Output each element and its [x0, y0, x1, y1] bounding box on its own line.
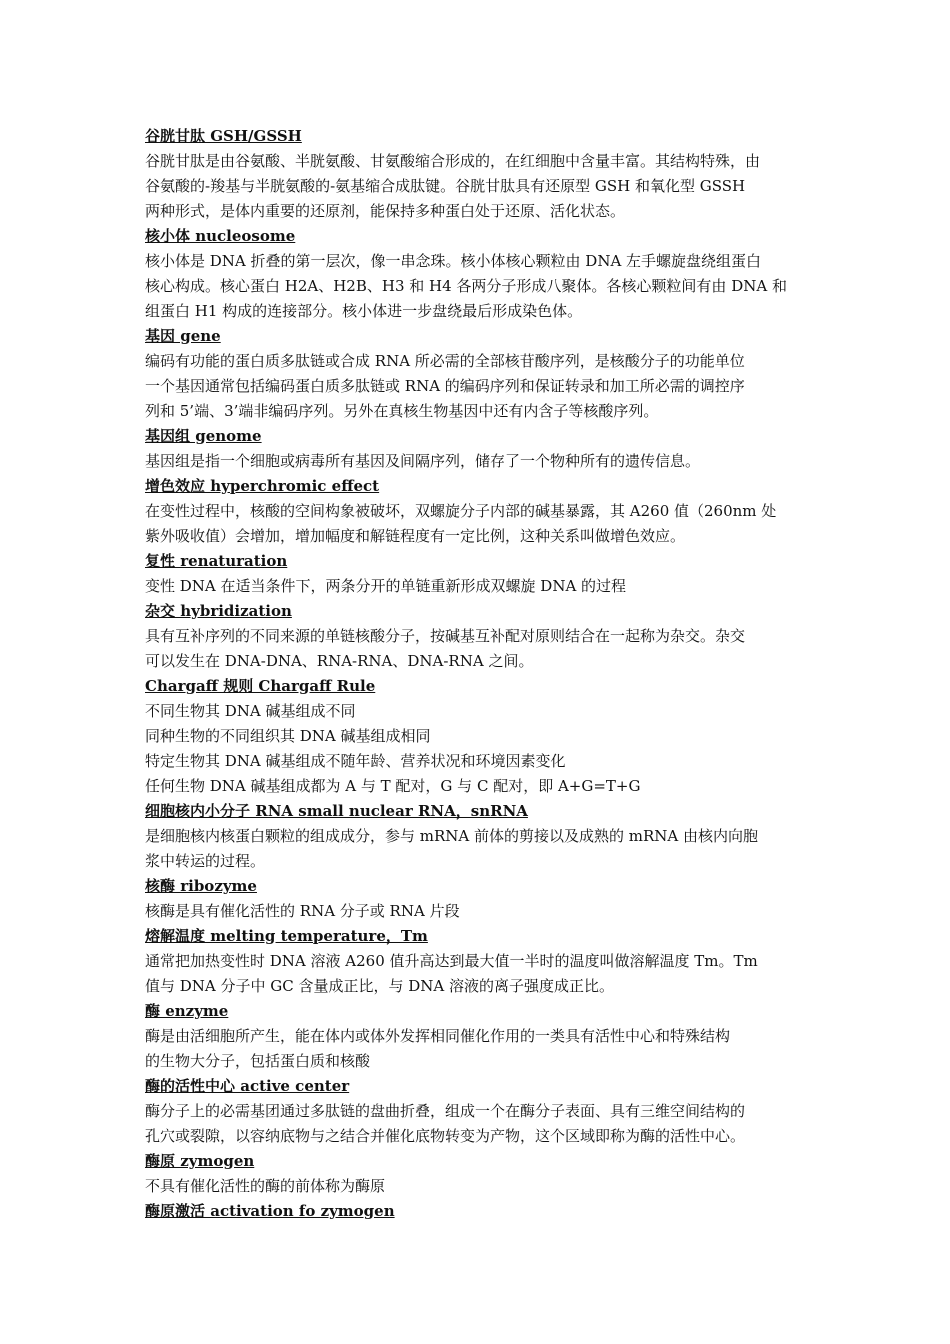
entry-term: 增色效应 hyperchromic effect: [145, 477, 380, 495]
entry-hybridization: [145, 599, 810, 674]
entry-text-line: 酶分子上的必需基团通过多肽链的盘曲折叠，组成一个在酶分子表面、具有三维空间结构的: [145, 1102, 746, 1120]
entry-text-line: 是细胞核内核蛋白颗粒的组成成分，参与 mRNA 前体的剪接以及成熟的 mRNA 由核内向胞: [145, 827, 759, 845]
entry-nucleosome: [145, 224, 810, 324]
entry-term: 酶的活性中心 active center: [145, 1077, 350, 1095]
entry-gsh: [145, 124, 810, 224]
entry-term: 复性 renaturation: [145, 552, 288, 570]
entry-text-line: 核小体是 DNA 折叠的第一层次，像一串念珠。核小体核心颗粒由 DNA 左手螺旋盘绕组蛋白: [145, 252, 762, 270]
entry-text-line: 核心构成。核心蛋白 H2A、H2B、H3 和 H4 各两分子形成八聚体。各核心颗粒间有由 DNA 和: [145, 277, 787, 295]
entry-hyperchromic-effect: [145, 474, 810, 549]
entry-text-line: 值与 DNA 分子中 GC 含量成正比，与 DNA 溶液的离子强度成正比。: [145, 977, 615, 995]
entry-text-line: 孔穴或裂隙，以容纳底物与之结合并催化底物转变为产物，这个区域即称为酶的活性中心。: [145, 1127, 746, 1145]
entry-term: 基因 gene: [145, 327, 221, 345]
entry-text-line: 浆中转运的过程。: [145, 852, 266, 870]
entry-text-line: 谷胱甘肽是由谷氨酸、半胱氨酸、甘氨酸缩合形成的，在红细胞中含量丰富。其结构特殊，由: [145, 152, 761, 170]
entry-term: 酶原 zymogen: [145, 1152, 255, 1170]
entry-term: 熔解温度 melting temperature，Tm: [145, 927, 428, 945]
entry-text-line: 核酶是具有催化活性的 RNA 分子或 RNA 片段: [145, 902, 460, 920]
entry-text-line: 在变性过程中，核酸的空间构象被破坏，双螺旋分子内部的碱基暴露，其 A260 值（260nm 处: [145, 502, 777, 520]
entry-term: 核酶 ribozyme: [145, 877, 257, 895]
entry-genome: [145, 424, 810, 474]
entry-text-line: 一个基因通常包括编码蛋白质多肽链或 RNA 的编码序列和保证转录和加工所必需的调控序: [145, 377, 745, 395]
entry-text-line: 列和 5’端、3’端非编码序列。另外在真核生物基因中还有内含子等核酸序列。: [145, 402, 659, 420]
entry-term: 核小体 nucleosome: [145, 227, 296, 245]
entry-text-line: 任何生物 DNA 碱基组成都为 A 与 T 配对，G 与 C 配对，即 A+G=T+G: [145, 777, 641, 795]
entry-text-line: 紫外吸收值）会增加，增加幅度和解链程度有一定比例，这种关系叫做增色效应。: [145, 527, 686, 545]
document-page: [145, 124, 810, 1224]
entry-text-line: 不具有催化活性的酶的前体称为酶原: [145, 1177, 386, 1195]
entry-gene: [145, 324, 810, 424]
entry-text-line: 通常把加热变性时 DNA 溶液 A260 值升高达到最大值一半时的温度叫做溶解温度 Tm。Tm: [145, 952, 758, 970]
entry-snrna: [145, 799, 810, 874]
entry-term: 酶原激活 activation fo zymogen: [145, 1202, 395, 1220]
entry-term: 杂交 hybridization: [145, 602, 292, 620]
entry-text-line: 特定生物其 DNA 碱基组成不随年龄、营养状况和环境因素变化: [145, 752, 566, 770]
entry-text-line: 基因组是指一个细胞或病毒所有基因及间隔序列，储存了一个物种所有的遗传信息。: [145, 452, 701, 470]
entry-term: 细胞核内小分子 RNA small nuclear RNA，snRNA: [145, 802, 528, 820]
entry-text-line: 谷氨酸的-羧基与半胱氨酸的-氨基缩合成肽键。谷胱甘肽具有还原型 GSH 和氧化型 GSSH: [145, 177, 746, 195]
entry-text-line: 的生物大分子，包括蛋白质和核酸: [145, 1052, 371, 1070]
entry-zymogen-activation: [145, 1199, 810, 1224]
entry-term: 谷胱甘肽 GSH/GSSH: [145, 127, 302, 145]
entry-text-line: 不同生物其 DNA 碱基组成不同: [145, 702, 356, 720]
entry-text-line: 同种生物的不同组织其 DNA 碱基组成相同: [145, 727, 431, 745]
entry-text-line: 编码有功能的蛋白质多肽链或合成 RNA 所必需的全部核苷酸序列，是核酸分子的功能单位: [145, 352, 745, 370]
entry-active-center: [145, 1074, 810, 1149]
entry-text-line: 变性 DNA 在适当条件下，两条分开的单链重新形成双螺旋 DNA 的过程: [145, 577, 627, 595]
entry-renaturation: [145, 549, 810, 599]
entry-text-line: 两种形式，是体内重要的还原剂，能保持多种蛋白处于还原、活化状态。: [145, 202, 626, 220]
entry-term: Chargaff 规则 Chargaff Rule: [145, 677, 376, 695]
entry-text-line: 组蛋白 H1 构成的连接部分。核小体进一步盘绕最后形成染色体。: [145, 302, 583, 320]
entry-chargaff-rule: [145, 674, 810, 799]
entry-text-line: 可以发生在 DNA-DNA、RNA-RNA、DNA-RNA 之间。: [145, 652, 534, 670]
entry-term: 酶 enzyme: [145, 1002, 229, 1020]
entry-ribozyme: [145, 874, 810, 924]
entry-melting-temperature: [145, 924, 810, 999]
entry-text-line: 具有互补序列的不同来源的单链核酸分子，按碱基互补配对原则结合在一起称为杂交。杂交: [145, 627, 746, 645]
entry-term: 基因组 genome: [145, 427, 262, 445]
entry-zymogen: [145, 1149, 810, 1199]
entry-text-line: 酶是由活细胞所产生，能在体内或体外发挥相同催化作用的一类具有活性中心和特殊结构: [145, 1027, 731, 1045]
entry-enzyme: [145, 999, 810, 1074]
